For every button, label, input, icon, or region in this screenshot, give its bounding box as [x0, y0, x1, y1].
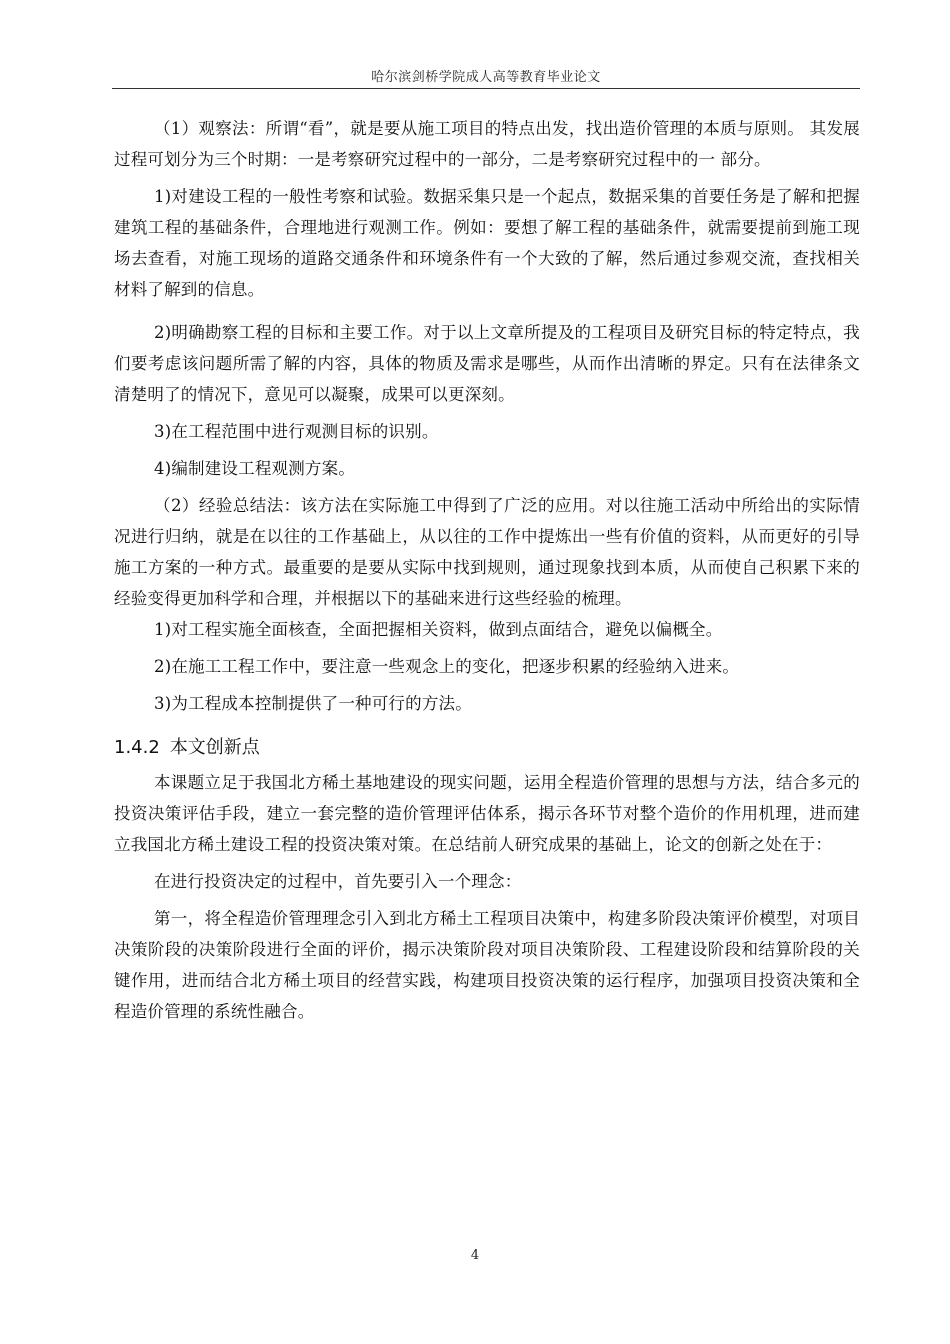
section-title: 本文创新点 [169, 737, 260, 758]
paragraph-observation-step-1: 1)对建设工程的一般性考察和试验。数据采集只是一个起点，数据采集的首要任务是了解和把握建筑工程的基础条件，合理地进行观测工作。例如：要想了解工程的基础条件，就需要提前到施工现场去查看，对施工现场的道路交通条件和环境条件有一个大致的了解，然后通过参观交流，查找相关材料了解到的信息。 [114, 187, 860, 299]
paragraph-experience-method: （2）经验总结法：该方法在实际施工中得到了广泛的应用。对以往施工活动中所给出的实际情况进行归纳，就是在以往的工作基础上，从以往的工作中提炼出一些有价值的资料，从而更好的引导施工方案的一种方式。最重要的是要从实际中找到规则，通过现象找到本质，从而使自己积累下来的经验变得更加科学和合理，并根据以下的基础来进行这些经验的梳理。 [114, 496, 860, 608]
page-body [114, 113, 860, 1027]
page-number: 4 [470, 1248, 480, 1263]
header-divider [112, 88, 860, 89]
paragraph-observation-method: （1）观察法：所谓“看”，就是要从施工项目的特点出发，找出造价管理的本质与原则。 其发展过程可划分为三个时期：一是考察研究过程中的一部分，二是考察研究过程中的一 部分。 [114, 119, 860, 169]
paragraph-observation-step-3: 3)在工程范围中进行观测目标的识别。 [154, 422, 439, 441]
paragraph-innovation-first: 第一，将全程造价管理理念引入到北方稀土工程项目决策中，构建多阶段决策评价模型，对项目决策阶段的决策阶段进行全面的评价，揭示决策阶段对项目决策阶段、工程建设阶段和结算阶段的关键作用，进而结合北方稀土项目的经营实践，构建项目投资决策的运行程序，加强项目投资决策和全程造价管理的系统性融合。 [114, 909, 860, 1021]
paragraph-experience-step-3: 3)为工程成本控制提供了一种可行的方法。 [154, 694, 472, 713]
paragraph-observation-step-2: 2)明确勘察工程的目标和主要工作。对于以上文章所提及的工程项目及研究目标的特定特点，我们要考虑该问题所需了解的内容，具体的物质及需求是哪些，从而作出清晰的界定。只有在法律条文清楚明了的情况下，意见可以凝聚，成果可以更深刻。 [114, 323, 860, 404]
section-heading [114, 733, 860, 763]
paragraph-innovation-intro: 本课题立足于我国北方稀土基地建设的现实问题，运用全程造价管理的思想与方法，结合多元的投资决策评估手段，建立一套完整的造价管理评估体系，揭示各环节对整个造价的作用机理，进而建立我国北方稀土建设工程的投资决策对策。在总结前人研究成果的基础上，论文的创新之处在于： [114, 773, 860, 854]
paragraph-innovation-concept: 在进行投资决定的过程中，首先要引入一个理念： [154, 872, 522, 891]
paragraph-experience-step-1: 1)对工程实施全面核查，全面把握相关资料，做到点面结合，避免以偏概全。 [154, 620, 723, 639]
paragraph-observation-step-4: 4)编制建设工程观测方案。 [154, 459, 356, 478]
paragraph-experience-step-2: 2)在施工工程工作中，要注意一些观念上的变化，把逐步积累的经验纳入进来。 [154, 657, 740, 676]
running-header: 哈尔滨剑桥学院成人高等教育毕业论文 [371, 70, 601, 85]
section-number: 1.4.2 [114, 737, 160, 758]
